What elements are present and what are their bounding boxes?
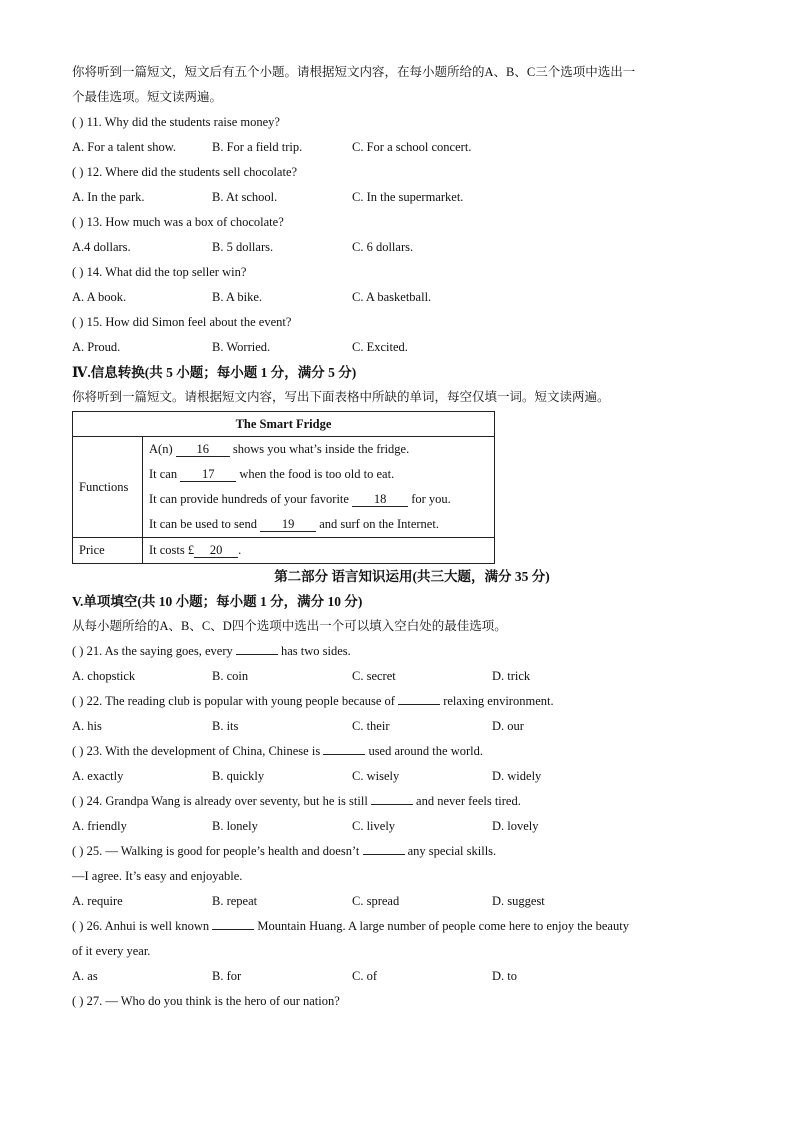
option-b[interactable]: B. At school. (212, 190, 278, 204)
option-c[interactable]: C. A basketball. (352, 290, 432, 304)
question-14-stem[interactable]: ( ) 14. What did the top seller win? (72, 265, 247, 279)
option-a[interactable]: A. exactly (72, 769, 124, 783)
option-c[interactable]: C. Excited. (352, 340, 408, 354)
section-4-instruction: 你将听到一篇短文。请根据短文内容，写出下面表格中所缺的单词，每空仅填一词。短文读两遍。 (72, 390, 610, 404)
option-c[interactable]: C. spread (352, 894, 400, 908)
answer-blank (371, 792, 413, 805)
option-b[interactable]: B. its (212, 719, 239, 733)
option-c[interactable]: C. of (352, 969, 377, 983)
question-24-stem[interactable]: ( ) 24. Grandpa Wang is already over seventy, but he is still and never feels tired. (72, 794, 521, 808)
blank-17[interactable]: 17 (180, 467, 236, 482)
question-24-options (72, 814, 732, 839)
listening-instruction-line-2: 个最佳选项。短文读两遍。 (72, 90, 223, 104)
option-d[interactable]: D. to (492, 969, 517, 983)
option-c[interactable]: C. 6 dollars. (352, 240, 414, 254)
option-c[interactable]: C. In the supermarket. (352, 190, 464, 204)
question-26-continuation: of it every year. (72, 944, 151, 958)
price-label: Price (73, 538, 143, 564)
option-a[interactable]: A.4 dollars. (72, 240, 131, 254)
blank-18[interactable]: 18 (352, 492, 408, 507)
exam-page (72, 60, 732, 1014)
smart-fridge-table (72, 411, 495, 564)
question-12-stem[interactable]: ( ) 12. Where did the students sell chocolate? (72, 165, 298, 179)
section-4-title: Ⅳ.信息转换(共 5 小题；每小题 1 分，满分 5 分) (72, 365, 357, 380)
option-a[interactable]: A. friendly (72, 819, 127, 833)
blank-16[interactable]: 16 (176, 442, 230, 457)
question-15-stem[interactable]: ( ) 15. How did Simon feel about the event? (72, 315, 292, 329)
question-22-stem[interactable]: ( ) 22. The reading club is popular with young people because of relaxing environment. (72, 694, 554, 708)
question-11-options (72, 135, 732, 160)
option-c[interactable]: C. wisely (352, 769, 400, 783)
function-row-19: It can be used to send 19 and surf on the Internet. (149, 517, 439, 531)
question-14-options (72, 285, 732, 310)
question-12-options (72, 185, 732, 210)
option-c[interactable]: C. For a school concert. (352, 140, 472, 154)
blank-20[interactable]: 20 (194, 543, 238, 558)
function-row-18: It can provide hundreds of your favorite 18 for you. (149, 492, 451, 506)
question-22-options (72, 714, 732, 739)
question-23-stem[interactable]: ( ) 23. With the development of China, Chinese is used around the world. (72, 744, 483, 758)
question-23-options (72, 764, 732, 789)
option-b[interactable]: B. quickly (212, 769, 265, 783)
question-15-options (72, 335, 732, 360)
answer-blank (363, 842, 405, 855)
answer-blank (236, 642, 278, 655)
part-2-title: 第二部分 语言知识运用(共三大题，满分 35 分) (274, 569, 550, 584)
answer-blank (398, 692, 440, 705)
price-row-20: It costs £ 20 . (149, 543, 242, 557)
option-b[interactable]: B. Worried. (212, 340, 271, 354)
option-b[interactable]: B. coin (212, 669, 249, 683)
answer-blank (212, 917, 254, 930)
section-5-instruction: 从每小题所给的A、B、C、D四个选项中选出一个可以填入空白处的最佳选项。 (72, 619, 507, 633)
option-c[interactable]: C. their (352, 719, 390, 733)
question-25-reply: —I agree. It’s easy and enjoyable. (72, 869, 243, 883)
option-a[interactable]: A. chopstick (72, 669, 136, 683)
question-27-stem[interactable]: ( ) 27. — Who do you think is the hero of our nation? (72, 994, 340, 1008)
section-5-title: V.单项填空(共 10 小题；每小题 1 分，满分 10 分) (72, 594, 363, 609)
functions-label: Functions (73, 437, 143, 538)
question-21-options (72, 664, 732, 689)
question-25-stem[interactable]: ( ) 25. — Walking is good for people’s health and doesn’t any special skills. (72, 844, 497, 858)
question-11-stem[interactable]: ( ) 11. Why did the students raise money? (72, 115, 280, 129)
functions-cell (143, 437, 495, 538)
option-c[interactable]: C. secret (352, 669, 396, 683)
question-26-options (72, 964, 732, 989)
option-b[interactable]: B. For a field trip. (212, 140, 303, 154)
option-a[interactable]: A. require (72, 894, 123, 908)
option-b[interactable]: B. lonely (212, 819, 258, 833)
option-a[interactable]: A. his (72, 719, 102, 733)
option-b[interactable]: B. repeat (212, 894, 258, 908)
listening-instruction-line-1: 你将听到一篇短文，短文后有五个小题。请根据短文内容，在每小题所给的A、B、C三个选项中选出一 (72, 65, 636, 79)
option-b[interactable]: B. A bike. (212, 290, 263, 304)
option-b[interactable]: B. for (212, 969, 242, 983)
option-d[interactable]: D. lovely (492, 819, 539, 833)
answer-blank (323, 742, 365, 755)
price-cell (143, 538, 495, 564)
blank-19[interactable]: 19 (260, 517, 316, 532)
option-a[interactable]: A. as (72, 969, 98, 983)
table-heading: The Smart Fridge (73, 412, 495, 437)
function-row-17: It can 17 when the food is too old to eat. (149, 467, 395, 481)
option-d[interactable]: D. widely (492, 769, 542, 783)
question-26-stem[interactable]: ( ) 26. Anhui is well known Mountain Huang. A large number of people come here to enjoy the beauty (72, 919, 629, 933)
question-13-stem[interactable]: ( ) 13. How much was a box of chocolate? (72, 215, 284, 229)
question-13-options (72, 235, 732, 260)
option-a[interactable]: A. A book. (72, 290, 127, 304)
question-21-stem[interactable]: ( ) 21. As the saying goes, every has two sides. (72, 644, 351, 658)
option-d[interactable]: D. trick (492, 669, 531, 683)
option-d[interactable]: D. our (492, 719, 524, 733)
option-a[interactable]: A. In the park. (72, 190, 145, 204)
option-d[interactable]: D. suggest (492, 894, 545, 908)
function-row-16: A(n) 16 shows you what’s inside the fridge. (149, 442, 410, 456)
option-a[interactable]: A. Proud. (72, 340, 121, 354)
question-25-options (72, 889, 732, 914)
option-c[interactable]: C. lively (352, 819, 396, 833)
option-a[interactable]: A. For a talent show. (72, 140, 177, 154)
option-b[interactable]: B. 5 dollars. (212, 240, 274, 254)
